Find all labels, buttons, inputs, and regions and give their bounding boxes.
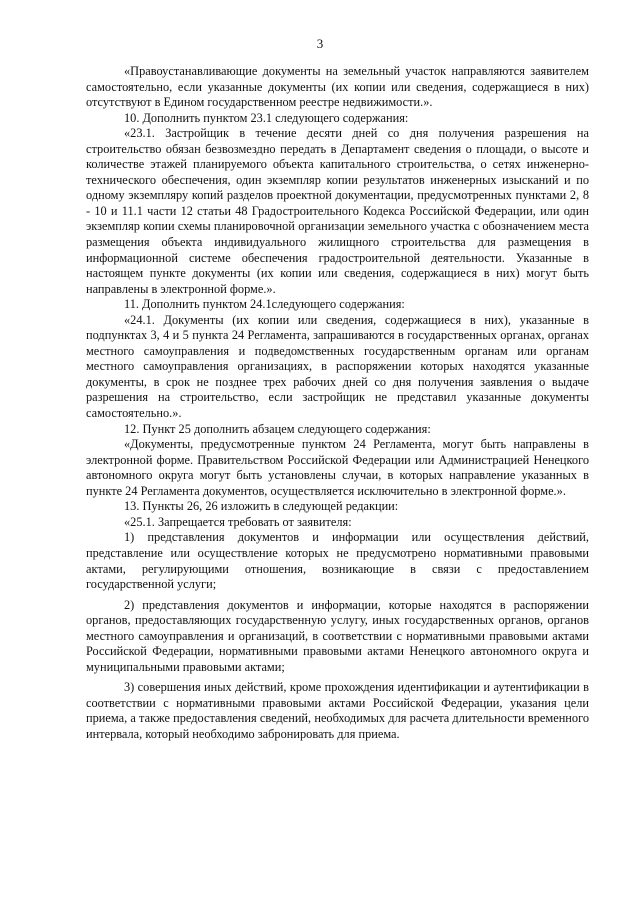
paragraph: «23.1. Застройщик в течение десяти дней со дня получения разрешения на строительство обязан безвозмездно передать в Департамент сведения о площади, о высоте и количестве этажей планируемого объекта капитального строительства, о сетях инженерно-технического обеспечения, один экземпляр копии результатов инженерных изысканий и по одному экземпляру копий разделов проектной документации, предусмотренных пунктами 2, 8 - 10 и 11.1 части 12 статьи 48 Градостроительного Кодекса Российской Федерации, или один экземпляр копии схемы планировочной организации земельного участка с обозначением места размещения объекта индивидуального жилищного строительства для размещения в информационной системе обеспечения градостроительной деятельности. Указанные в настоящем пункте документы (их копии или сведения, содержащиеся в них) могут быть направлены в электронной форме.». [86, 126, 589, 296]
paragraph: 11. Дополнить пунктом 24.1следующего содержания: [124, 297, 405, 312]
paragraph: 12. Пункт 25 дополнить абзацем следующего содержания: [124, 421, 431, 436]
paragraph: 2) представления документов и информации, которые находятся в распоряжении органов, предоставляющих государственную услугу, иных государственных органов, органов местного самоуправления и организаций, в соответствии с нормативными правовыми актами Российской Федерации, нормативными правовыми актами Ненецкого автономного округа и муниципальными правовыми актами; [86, 597, 589, 674]
paragraph: 1) представления документов и информации или осуществления действий, представление или осуществление которых не предусмотрено нормативными правовыми актами, регулирующими отношения, возникающие в связи с предоставлением государственной услуги; [86, 530, 589, 592]
page-number: 3 [316, 36, 324, 51]
paragraph: 3) совершения иных действий, кроме прохождения идентификации и аутентификации в соответствии с нормативными правовыми актами Российской Федерации, указания цели приема, а также предоставления сведений, необходимых для расчета длительности временного интервала, который необходимо забронировать для приема. [86, 680, 589, 741]
paragraph: «Документы, предусмотренные пунктом 24 Регламента, могут быть направлены в электронной форме. Правительством Российской Федерации или Администрацией Ненецкого автономного округа могут быть установлены случаи, в которых направление указанных в пункте 24 Регламента документов, осуществляется исключительно в электронной форме.». [86, 437, 589, 498]
paragraph: «25.1. Запрещается требовать от заявителя: [124, 514, 352, 529]
paragraph: 13. Пункты 26, 26 изложить в следующей редакции: [124, 499, 399, 514]
paragraph: «Правоустанавливающие документы на земельный участок направляются заявителем самостоятельно, если указанные документы (их копии или сведения, содержащиеся в них) отсутствуют в Едином государственном реестре недвижимости.». [86, 64, 589, 110]
paragraph: 10. Дополнить пунктом 23.1 следующего содержания: [124, 110, 409, 125]
paragraph: «24.1. Документы (их копии или сведения, содержащиеся в них), указанные в подпунктах 3, 4 и 5 пункта 24 Регламента, запрашиваются в государственных органах, органах местного самоуправления и подведомственных государственным органам или органам местного самоуправления организациях, в распоряжении которых находятся указанные документы, в срок не позднее трех рабочих дней со дня получения заявления о выдаче разрешения на строительство, если застройщик не представил указанные документы самостоятельно.». [86, 312, 589, 421]
document-body [86, 64, 589, 743]
